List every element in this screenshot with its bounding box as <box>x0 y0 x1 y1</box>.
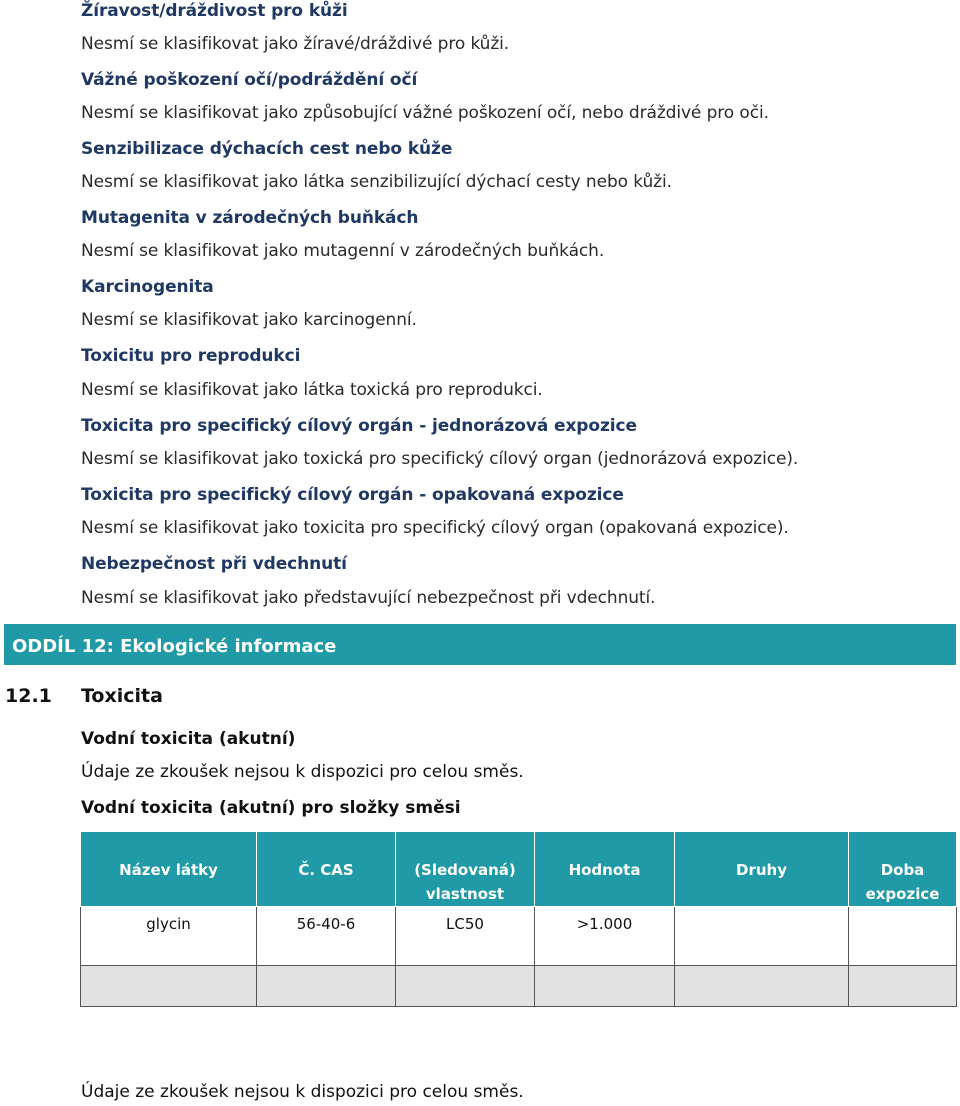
hazard-text-eye-damage: Nesmí se klasifikovat jako způsobující vážné poškození očí, nebo dráždivé pro oči. <box>81 103 769 123</box>
column-header-cas: Č. CAS <box>257 832 396 907</box>
hazard-text-sensitisation: Nesmí se klasifikovat jako látka senzibilizující dýchací cesty nebo kůži. <box>81 172 672 192</box>
aquatic-toxicity-text: Údaje ze zkoušek nejsou k dispozici pro celou směs. <box>81 762 524 782</box>
hazard-title-eye-damage: Vážné poškození očí/podráždění očí <box>81 70 418 90</box>
components-toxicity-heading: Vodní toxicita (akutní) pro složky směsi <box>81 798 461 818</box>
cell-cas: 56-40-6 <box>257 907 396 966</box>
hazard-title-carcinogenicity: Karcinogenita <box>81 277 214 297</box>
subsection-name: Toxicita <box>81 685 163 707</box>
cell-species <box>675 907 849 966</box>
hazard-text-carcinogenicity: Nesmí se klasifikovat jako karcinogenní. <box>81 310 417 330</box>
column-header-substance: Název látky <box>81 832 257 907</box>
column-header-exposure: Doba expozice <box>849 832 957 907</box>
hazard-text-aspiration: Nesmí se klasifikovat jako představující nebezpečnost při vdechnutí. <box>81 588 656 608</box>
column-header-species: Druhy <box>675 832 849 907</box>
column-header-property: (Sledovaná) vlastnost <box>396 832 535 907</box>
hazard-text-skin-corrosion: Nesmí se klasifikovat jako žíravé/dráždivé pro kůži. <box>81 34 510 54</box>
hazard-title-stot-repeated: Toxicita pro specifický cílový orgán - opakovaná expozice <box>81 485 624 505</box>
hazard-text-mutagenicity: Nesmí se klasifikovat jako mutagenní v zárodečných buňkách. <box>81 241 605 261</box>
hazard-title-sensitisation: Senzibilizace dýchacích cest nebo kůže <box>81 139 453 159</box>
empty-cell <box>675 966 849 1007</box>
empty-cell <box>81 966 257 1007</box>
hazard-text-stot-single: Nesmí se klasifikovat jako toxická pro specifický cílový organ (jednorázová expozice). <box>81 449 799 469</box>
cell-property: LC50 <box>396 907 535 966</box>
table-header-row <box>81 832 957 907</box>
hazard-title-stot-single: Toxicita pro specifický cílový orgán - jednorázová expozice <box>81 416 637 436</box>
table-row <box>81 907 957 966</box>
empty-cell <box>257 966 396 1007</box>
hazard-title-mutagenicity: Mutagenita v zárodečných buňkách <box>81 208 419 228</box>
toxicity-table <box>80 831 957 1007</box>
empty-cell <box>396 966 535 1007</box>
empty-cell <box>849 966 957 1007</box>
cell-value: >1.000 <box>535 907 675 966</box>
aquatic-toxicity-heading: Vodní toxicita (akutní) <box>81 729 296 749</box>
section-title: ODDÍL 12: Ekologické informace <box>12 636 337 657</box>
cell-exposure <box>849 907 957 966</box>
hazard-title-reproductive-toxicity: Toxicitu pro reprodukci <box>81 346 301 366</box>
hazard-title-skin-corrosion: Žíravost/dráždivost pro kůži <box>81 1 348 21</box>
table-row-empty <box>81 966 957 1007</box>
empty-cell <box>535 966 675 1007</box>
hazard-text-reproductive-toxicity: Nesmí se klasifikovat jako látka toxická pro reprodukci. <box>81 380 543 400</box>
cell-substance: glycin <box>81 907 257 966</box>
subsection-number: 12.1 <box>5 685 52 707</box>
hazard-title-aspiration: Nebezpečnost při vdechnutí <box>81 554 347 574</box>
footer-note: Údaje ze zkoušek nejsou k dispozici pro celou směs. <box>81 1082 524 1102</box>
hazard-text-stot-repeated: Nesmí se klasifikovat jako toxicita pro specifický cílový organ (opakovaná expozice). <box>81 518 789 538</box>
column-header-value: Hodnota <box>535 832 675 907</box>
